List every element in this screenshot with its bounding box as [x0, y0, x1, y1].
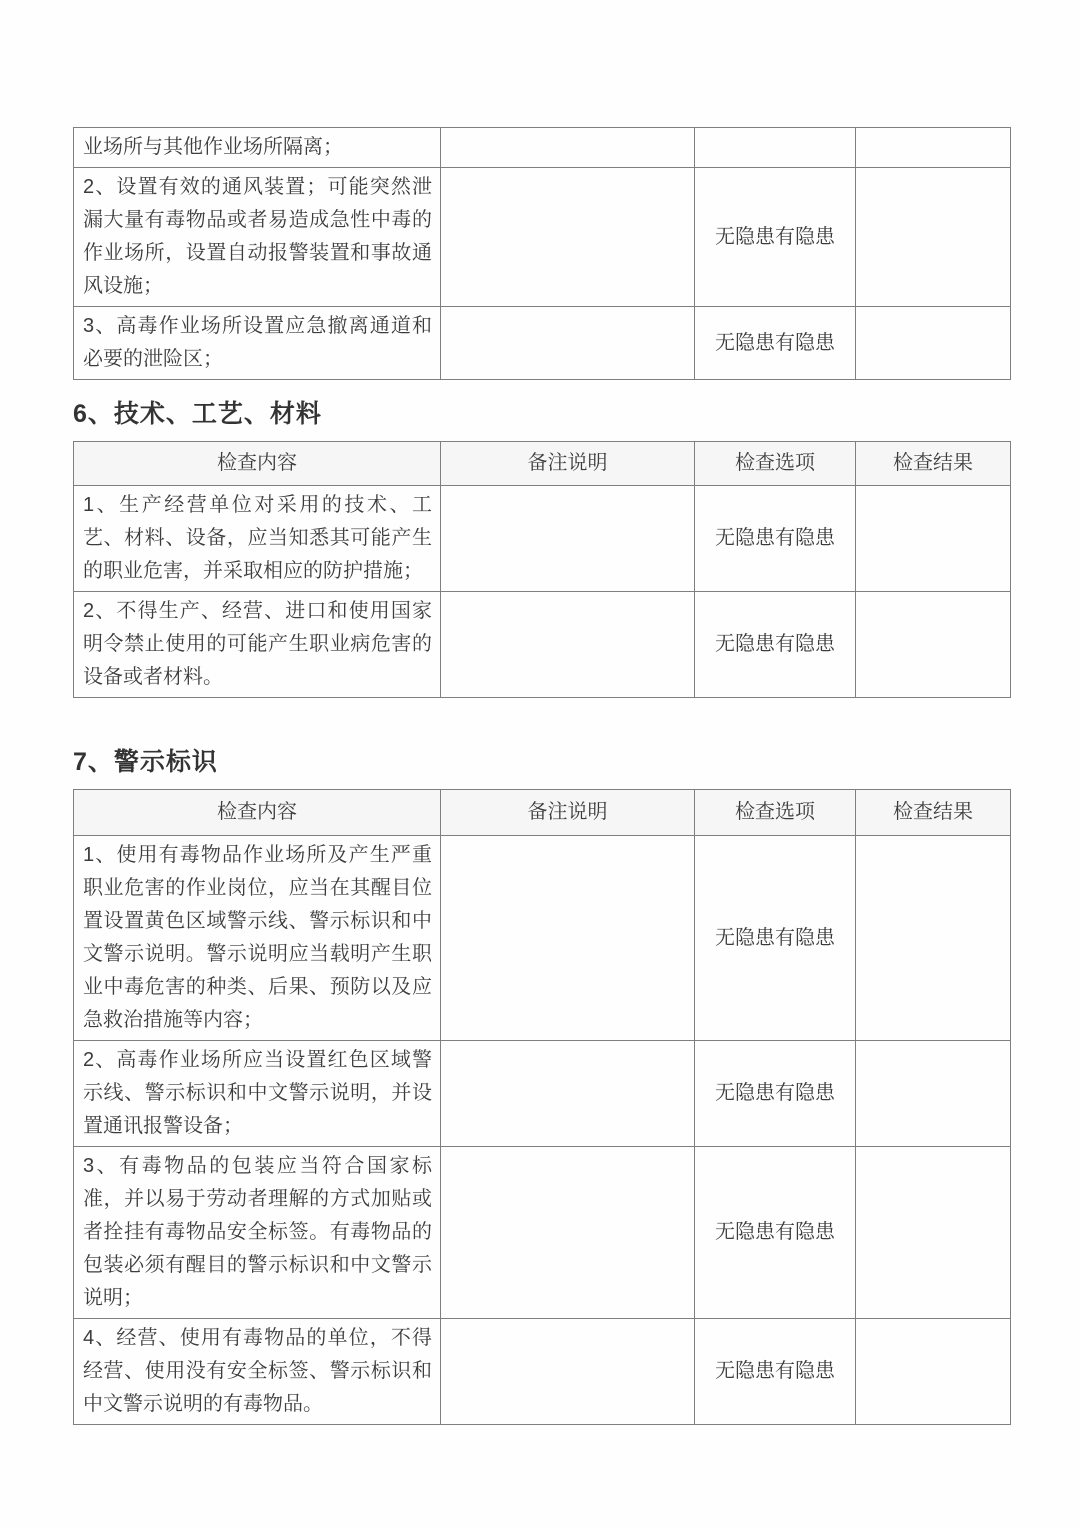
check-result-cell	[856, 168, 1011, 307]
check-option-cell: 无隐患有隐患	[695, 168, 856, 307]
table-row	[74, 128, 1011, 168]
header-check-content: 检查内容	[74, 442, 441, 486]
check-result-cell	[856, 1319, 1011, 1425]
check-option-cell	[695, 128, 856, 168]
header-check-result: 检查结果	[856, 790, 1011, 836]
section-7-table-block	[73, 789, 1010, 1425]
check-result-cell	[856, 1147, 1011, 1319]
check-result-cell	[856, 128, 1011, 168]
check-result-cell	[856, 486, 1011, 592]
section-7-table	[73, 789, 1011, 1425]
section-7-heading: 7、警示标识	[73, 748, 218, 776]
table-row	[74, 592, 1011, 698]
continued-table	[73, 127, 1011, 380]
check-option-cell: 无隐患有隐患	[695, 486, 856, 592]
table-row	[74, 1319, 1011, 1425]
note-cell	[441, 1041, 695, 1147]
header-note: 备注说明	[441, 442, 695, 486]
check-content-cell: 业场所与其他作业场所隔离；	[74, 128, 441, 168]
section-6-table	[73, 441, 1011, 698]
note-cell	[441, 1147, 695, 1319]
note-cell	[441, 307, 695, 380]
check-option-cell: 无隐患有隐患	[695, 307, 856, 380]
note-cell	[441, 128, 695, 168]
check-content-cell: 4、经营、使用有毒物品的单位，不得经营、使用没有安全标签、警示标识和中文警示说明的有毒物品。	[74, 1319, 441, 1425]
check-content-cell: 1、生产经营单位对采用的技术、工艺、材料、设备，应当知悉其可能产生的职业危害，并采取相应的防护措施；	[74, 486, 441, 592]
check-option-cell: 无隐患有隐患	[695, 592, 856, 698]
check-option-cell: 无隐患有隐患	[695, 1147, 856, 1319]
header-check-option: 检查选项	[695, 790, 856, 836]
continued-table-block	[73, 127, 1010, 380]
check-content-cell: 3、有毒物品的包装应当符合国家标准，并以易于劳动者理解的方式加贴或者拴挂有毒物品安全标签。有毒物品的包装必须有醒目的警示标识和中文警示说明；	[74, 1147, 441, 1319]
note-cell	[441, 1319, 695, 1425]
note-cell	[441, 168, 695, 307]
check-result-cell	[856, 592, 1011, 698]
check-content-cell: 1、使用有毒物品作业场所及产生严重职业危害的作业岗位，应当在其醒目位置设置黄色区域警示线、警示标识和中文警示说明。警示说明应当载明产生职业中毒危害的种类、后果、预防以及应急救治措施等内容；	[74, 836, 441, 1041]
check-content-cell: 2、设置有效的通风装置；可能突然泄漏大量有毒物品或者易造成急性中毒的作业场所，设置自动报警装置和事故通风设施；	[74, 168, 441, 307]
table-row	[74, 1041, 1011, 1147]
table-row	[74, 168, 1011, 307]
table-header-row	[74, 442, 1011, 486]
note-cell	[441, 486, 695, 592]
note-cell	[441, 592, 695, 698]
header-check-option: 检查选项	[695, 442, 856, 486]
header-note: 备注说明	[441, 790, 695, 836]
section-6-table-block	[73, 441, 1010, 698]
check-option-cell: 无隐患有隐患	[695, 836, 856, 1041]
check-content-cell: 2、不得生产、经营、进口和使用国家明令禁止使用的可能产生职业病危害的设备或者材料。	[74, 592, 441, 698]
check-option-cell: 无隐患有隐患	[695, 1319, 856, 1425]
check-option-cell: 无隐患有隐患	[695, 1041, 856, 1147]
table-row	[74, 1147, 1011, 1319]
header-check-result: 检查结果	[856, 442, 1011, 486]
table-header-row	[74, 790, 1011, 836]
section-6-heading: 6、技术、工艺、材料	[73, 400, 322, 428]
check-result-cell	[856, 1041, 1011, 1147]
note-cell	[441, 836, 695, 1041]
table-row	[74, 486, 1011, 592]
table-row	[74, 836, 1011, 1041]
check-content-cell: 3、高毒作业场所设置应急撤离通道和必要的泄险区；	[74, 307, 441, 380]
check-result-cell	[856, 307, 1011, 380]
table-row	[74, 307, 1011, 380]
check-content-cell: 2、高毒作业场所应当设置红色区域警示线、警示标识和中文警示说明，并设置通讯报警设备；	[74, 1041, 441, 1147]
check-result-cell	[856, 836, 1011, 1041]
header-check-content: 检查内容	[74, 790, 441, 836]
